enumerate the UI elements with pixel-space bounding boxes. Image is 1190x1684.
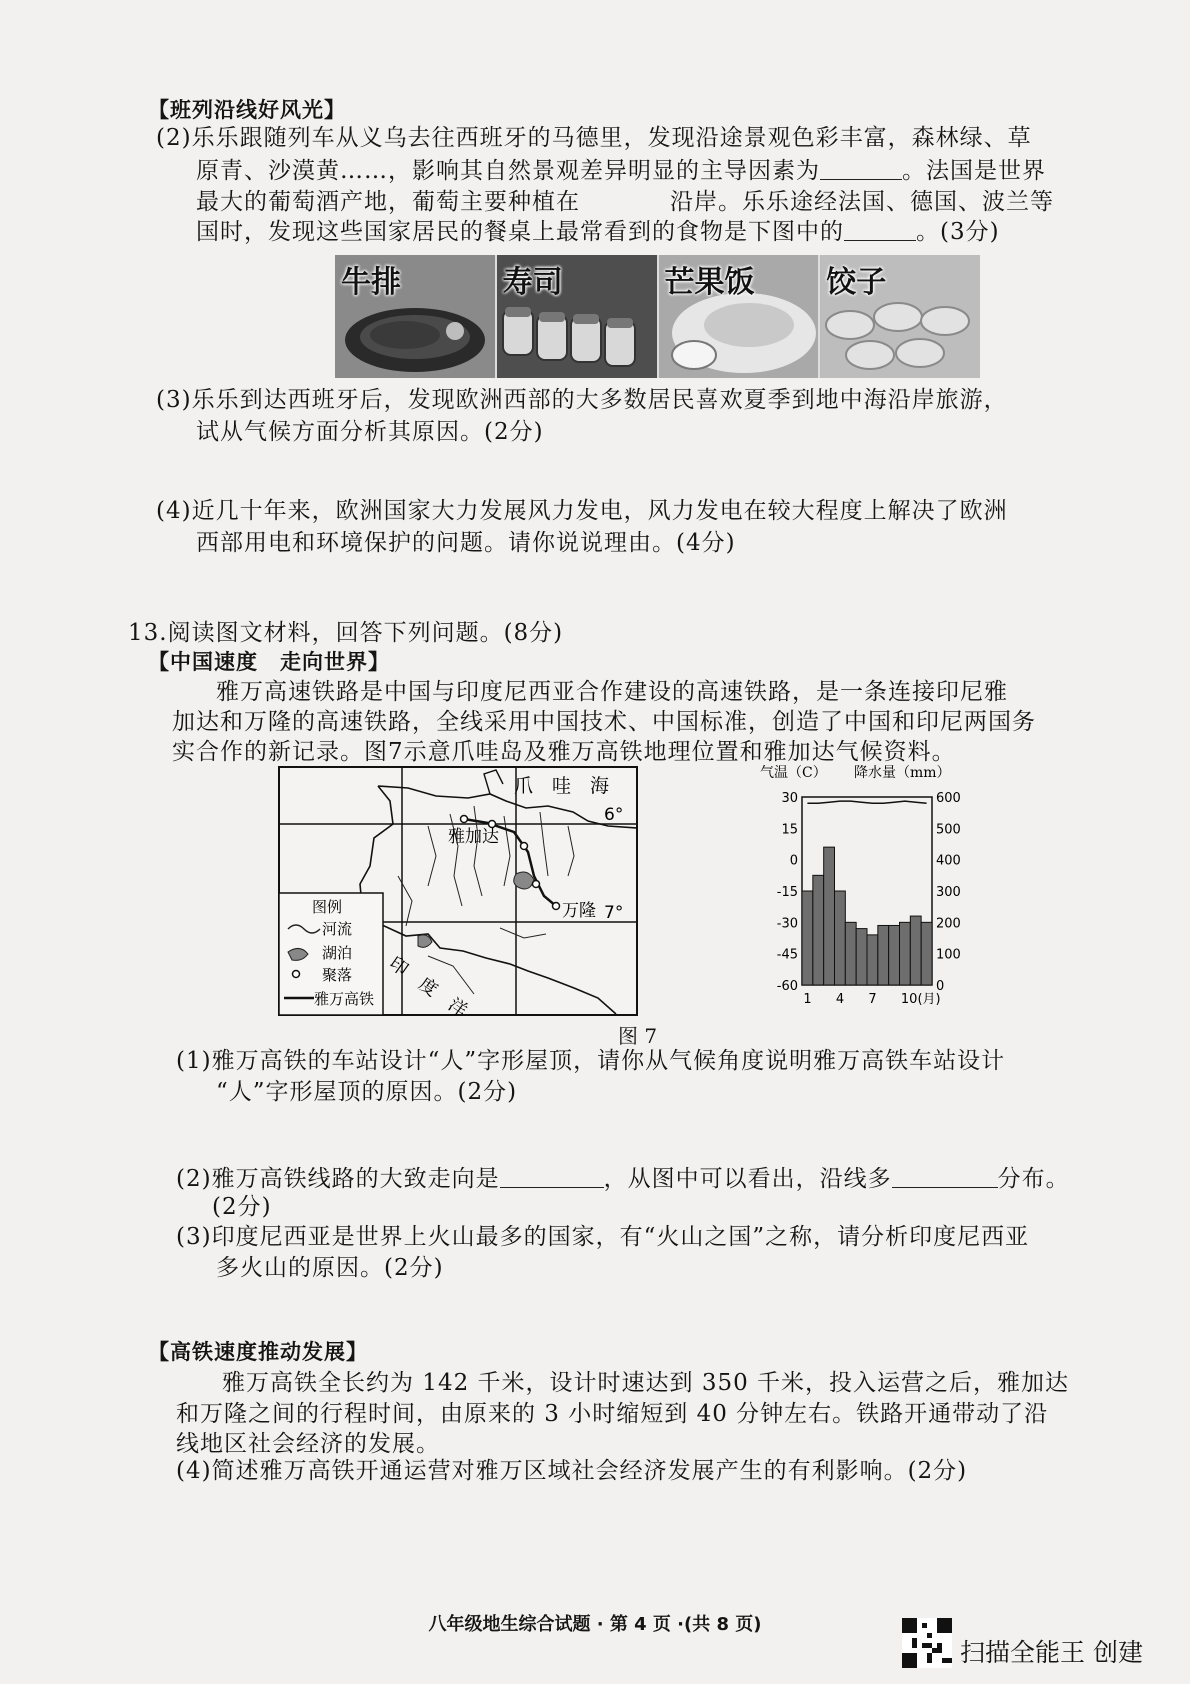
legend-title: 图例 (312, 898, 343, 916)
x-tick-label: 7 (868, 992, 877, 1007)
map-label-indian-ocean: 印 度 洋 (385, 952, 471, 1016)
map-label-bandung: 万隆 (562, 901, 596, 921)
q12-3-line1: (3)乐乐到达西班牙后，发现欧洲西部的大多数居民喜欢夏季到地中海沿岸旅游， (156, 387, 1008, 413)
x-tick-label: 1 (803, 992, 812, 1007)
q12-2-line4b: 。(3分) (916, 219, 1000, 245)
page-footer: 八年级地生综合试题 · 第 4 页 ·(共 8 页) (428, 1614, 762, 1635)
q13-intro-line1: 雅万高速铁路是中国与印度尼西亚合作建设的高速铁路，是一条连接印尼雅 (216, 679, 1008, 705)
map-lon-108 (612, 766, 638, 767)
answer-blank[interactable] (580, 190, 670, 211)
y-tick-left: 15 (781, 822, 798, 838)
food-photo-steak (335, 255, 497, 378)
q13-para2-line2: 和万隆之间的行程时间，由原来的 3 小时缩短到 40 分钟左右。铁路开通带动了沿 (176, 1401, 1049, 1427)
jakarta-climate-chart (760, 765, 970, 1015)
precipitation-bar (921, 922, 932, 985)
legend-river: 河流 (322, 920, 353, 938)
y-tick-left: -15 (776, 885, 798, 900)
y-tick-right: 500 (936, 822, 961, 838)
legend-lake: 湖泊 (322, 944, 353, 962)
answer-blank[interactable] (844, 220, 916, 241)
x-tick-label: 10(月) (900, 992, 941, 1007)
q12-2-line4 (196, 220, 1000, 244)
q13-3-line1: (3)印度尼西亚是世界上火山最多的国家，有“火山之国”之称，请分析印度尼西亚 (176, 1224, 1030, 1250)
y-tick-right: 0 (936, 979, 945, 994)
y-tick-left: -45 (776, 947, 798, 963)
answer-blank[interactable] (500, 1167, 604, 1188)
map-lon-106 (384, 766, 425, 767)
y-tick-left: -60 (776, 979, 798, 994)
q12-2-line2a: 原青、沙漠黄……，影响其自然景观差异明显的主导因素为 (196, 158, 820, 184)
precipitation-bar (802, 891, 813, 985)
section-title-railway-scenery: 【班列沿线好风光】 (148, 98, 346, 122)
precipitation-bar (878, 925, 889, 985)
q12-2-line2b: 。法国是世界 (902, 158, 1046, 184)
q13-intro-line2: 加达和万隆的高速铁路，全线采用中国技术、中国标准，创造了中国和印尼两国务 (172, 709, 1036, 735)
precipitation-bar (856, 929, 867, 985)
y-tick-right: 400 (936, 853, 961, 869)
scanner-watermark: 扫描全能王 创建 (960, 1638, 1143, 1667)
map-lon-107 (498, 766, 539, 767)
map-lat-6: 6° (604, 805, 624, 825)
precipitation-bar (900, 922, 911, 985)
map-lat-7: 7° (604, 903, 624, 923)
food-label-dumplings: 饺子 (826, 265, 887, 300)
answer-blank[interactable] (820, 159, 902, 180)
q12-4-line2: 西部用电和环境保护的问题。请你说说理由。(4分) (196, 530, 736, 556)
q12-2-line3a: 最大的葡萄酒产地，葡萄主要种植在 (196, 189, 580, 215)
q12-3-line2: 试从气候方面分析其原因。(2分) (196, 419, 544, 445)
y-tick-right: 300 (936, 885, 961, 900)
q13-2-line2: (2分) (212, 1194, 272, 1220)
precipitation-bar (910, 916, 921, 985)
climate-chart-svg (760, 765, 970, 1015)
temperature-line (807, 801, 926, 803)
food-label-sushi: 寿司 (502, 265, 563, 300)
food-label-mango-rice: 芒果饭 (664, 265, 755, 300)
java-map-svg (278, 766, 638, 1016)
chart-ylabel-right: 降水量（mm） (854, 765, 951, 781)
q12-2-line4a: 国时，发现这些国家居民的餐桌上最常看到的食物是下图中的 (196, 219, 844, 245)
food-label-steak: 牛排 (341, 265, 401, 300)
answer-blank[interactable] (892, 1167, 998, 1188)
y-tick-left: -30 (776, 916, 798, 932)
q12-4-line1: (4)近几十年来，欧洲国家大力发展风力发电，风力发电在较大程度上解决了欧洲 (156, 498, 1008, 524)
x-tick-label: 4 (835, 992, 845, 1007)
figure-caption: 图 7 (618, 1024, 658, 1048)
q12-2-line1: (2)乐乐跟随列车从义乌去往西班牙的马德里，发现沿途景观色彩丰富，森林绿、草 (156, 125, 1032, 151)
q13-para2-line1: 雅万高铁全长约为 142 千米，设计时速达到 350 千米，投入运营之后，雅加达 (222, 1370, 1070, 1396)
q12-2-line3b: 沿岸。乐乐途经法国、德国、波兰等 (670, 189, 1054, 215)
chart-ylabel-left: 气温（C） (760, 765, 827, 781)
y-tick-right: 100 (936, 947, 961, 963)
food-photo-dumplings (820, 255, 980, 378)
q13-para2-line3: 线地区社会经济的发展。 (176, 1431, 440, 1457)
qr-code-icon (902, 1618, 952, 1668)
q13-4: (4)简述雅万高铁开通运营对雅万区域社会经济发展产生的有利影响。(2分) (176, 1458, 968, 1484)
precipitation-bar (813, 875, 824, 985)
q13-header: 13.阅读图文材料，回答下列问题。(8分) (128, 620, 564, 646)
section-title-china-speed: 【中国速度 走向世界】 (148, 650, 390, 674)
precipitation-bar (835, 891, 846, 985)
q13-1-line2: “人”字形屋顶的原因。(2分) (216, 1079, 518, 1105)
map-label-java-sea: 爪 哇 海 (514, 775, 610, 797)
map-label-jakarta: 雅加达 (448, 827, 499, 847)
legend-railway: 雅万高铁 (314, 990, 375, 1008)
q12-2-line3 (196, 190, 1054, 214)
legend-settlement: 聚落 (322, 966, 353, 984)
q13-2-line1b: ，从图中可以看出，沿线多 (603, 1166, 892, 1192)
q13-2-line1 (176, 1167, 1070, 1191)
y-tick-left: 30 (781, 791, 798, 806)
q13-2-line1a: (2)雅万高铁线路的大致走向是 (176, 1166, 500, 1192)
precipitation-bar (867, 935, 878, 985)
q13-1-line1: (1)雅万高铁的车站设计“人”字形屋顶，请你从气候角度说明雅万高铁车站设计 (176, 1048, 1006, 1074)
food-photo-mango-rice (659, 255, 821, 378)
y-tick-right: 200 (936, 916, 961, 932)
section-title-hsr-development: 【高铁速度推动发展】 (148, 1340, 368, 1364)
q12-2-line2 (196, 159, 1046, 183)
precipitation-bar (889, 925, 900, 985)
q13-3-line2: 多火山的原因。(2分) (216, 1255, 444, 1281)
food-photo-sushi (497, 255, 659, 378)
q13-2-line1c: 分布。 (997, 1166, 1070, 1192)
precipitation-bar (824, 847, 835, 985)
precipitation-bar (845, 922, 856, 985)
q13-intro-line3: 实合作的新记录。图7示意爪哇岛及雅万高铁地理位置和雅加达气候资料。 (172, 739, 956, 765)
java-map (278, 766, 638, 1016)
food-photo-strip (335, 255, 980, 378)
y-tick-right: 600 (936, 791, 961, 806)
y-tick-left: 0 (789, 853, 798, 869)
